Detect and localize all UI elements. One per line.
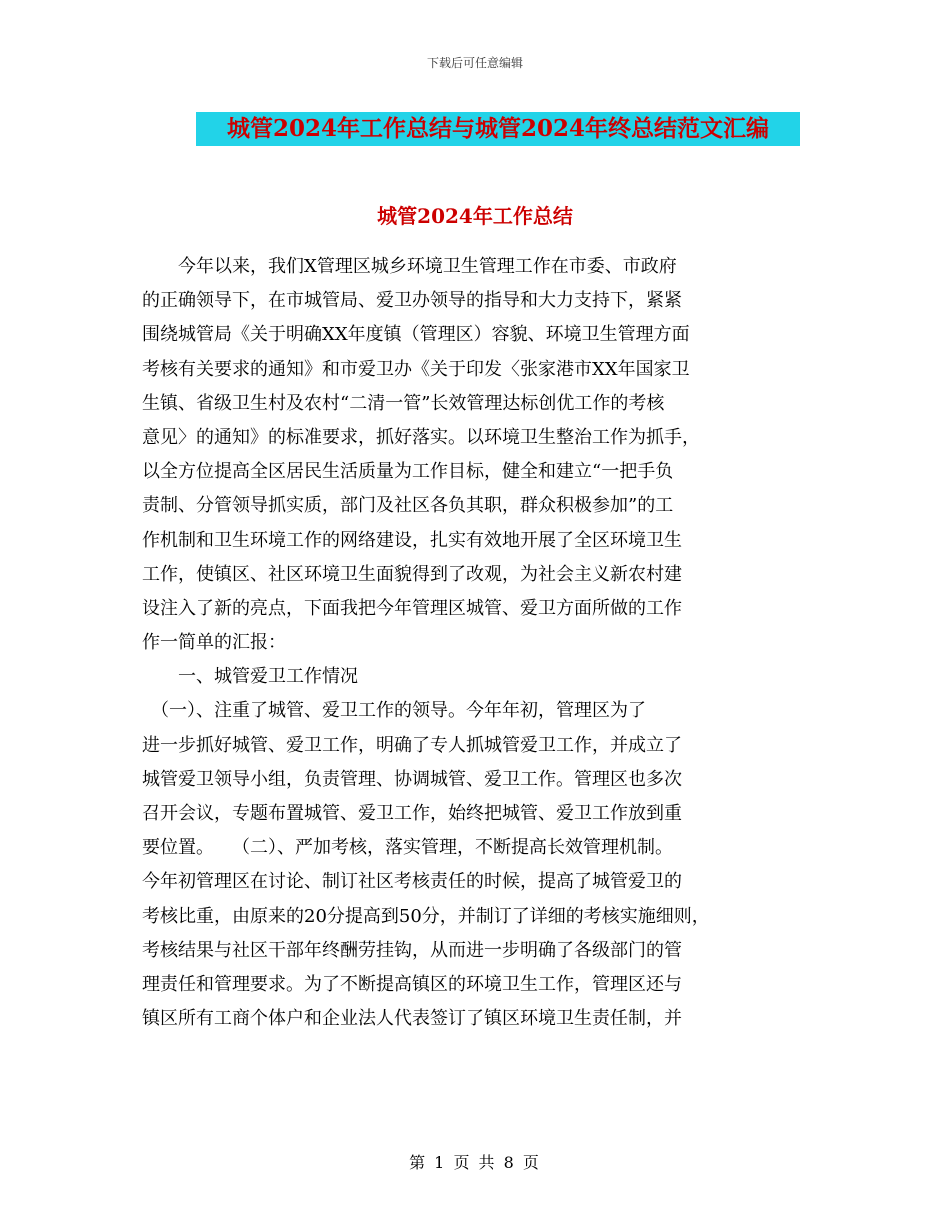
body-line: 以全方位提高全区居民生活质量为工作目标，健全和建立“一把手负 (142, 461, 674, 483)
body-line: （一）、注重了城管、爱卫工作的领导。今年年初，管理区为了 (142, 700, 646, 722)
document-title: 城管2024年工作总结与城管2024年终总结范文汇编 (196, 112, 800, 146)
body-line: 考核比重，由原来的20分提高到50分，并制订了详细的考核实施细则， (142, 905, 710, 927)
page-footer: 第 1 页 共 8 页 (409, 1153, 541, 1172)
body-line: 一、城管爱卫工作情况 (142, 666, 358, 688)
body-line: 镇区所有工商个体户和企业法人代表签订了镇区环境卫生责任制，并 (142, 1008, 682, 1030)
body-line: 工作，使镇区、社区环境卫生面貌得到了改观，为社会主义新农村建 (142, 563, 682, 585)
body-line: 进一步抓好城管、爱卫工作，明确了专人抓城管爱卫工作，并成立了 (142, 734, 682, 756)
body-line: 作机制和卫生环境工作的网络建设，扎实有效地开展了全区环境卫生 (142, 529, 682, 551)
header-note: 下载后可任意编辑 (426, 56, 523, 70)
body-line: 的正确领导下，在市城管局、爱卫办领导的指导和大力支持下，紧紧 (142, 290, 682, 312)
body-line: 设注入了新的亮点，下面我把今年管理区城管、爱卫方面所做的工作 (142, 597, 682, 619)
section-title: 城管2024年工作总结 (377, 204, 573, 228)
body-line: 城管爱卫领导小组，负责管理、协调城管、爱卫工作。管理区也多次 (142, 768, 682, 790)
body-line: 责制、分管领导抓实质，部门及社区各负其职，群众积极参加”的工 (142, 495, 674, 517)
body-line: 意见〉的通知》的标准要求，抓好落实。以环境卫生整治工作为抓手， (142, 426, 700, 448)
body-line: 今年初管理区在讨论、制订社区考核责任的时候，提高了城管爱卫的 (142, 871, 682, 893)
body-line: 围绕城管局《关于明确XX年度镇（管理区）容貌、环境卫生管理方面 (142, 324, 690, 346)
body-line: 今年以来，我们X管理区城乡环境卫生管理工作在市委、市政府 (142, 256, 677, 277)
body-line: 考核结果与社区干部年终酬劳挂钩，从而进一步明确了各级部门的管 (142, 939, 682, 961)
body-line: 召开会议，专题布置城管、爱卫工作，始终把城管、爱卫工作放到重 (142, 803, 682, 824)
body-line: 生镇、省级卫生村及农村“二清一管”长效管理达标创优工作的考核 (142, 392, 665, 414)
body-line: 理责任和管理要求。为了不断提高镇区的环境卫生工作，管理区还与 (142, 973, 682, 995)
body-line: 作一简单的汇报： (142, 632, 286, 654)
body-text (142, 250, 802, 1036)
body-line: 考核有关要求的通知》和市爱卫办《关于印发〈张家港市XX年国家卫 (142, 358, 690, 380)
body-line: 要位置。 （二）、严加考核，落实管理，不断提高长效管理机制。 (142, 837, 673, 859)
